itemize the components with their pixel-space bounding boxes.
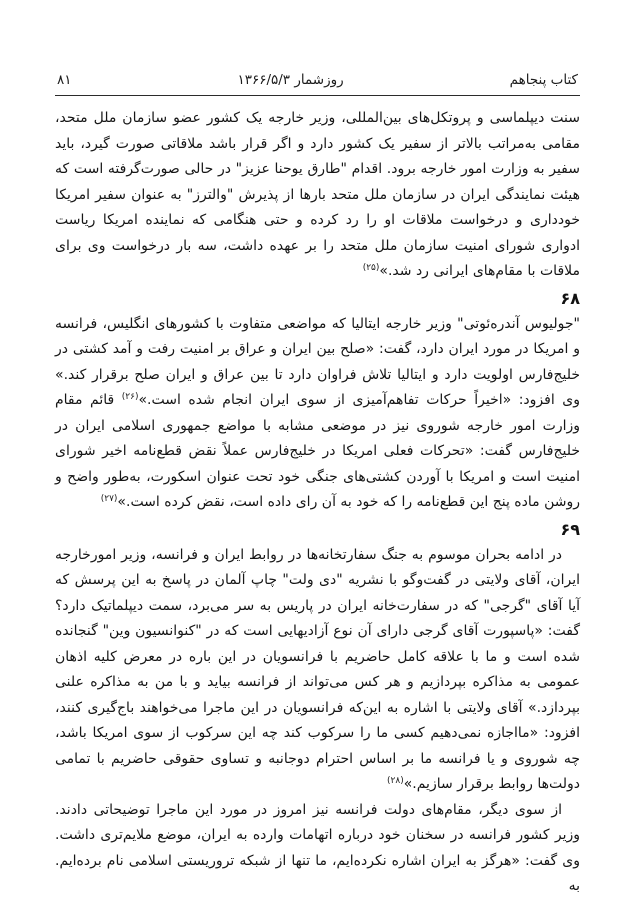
chronicle-date: روزشمار ۱۳۶۶/۵/۳ (237, 72, 344, 88)
footnote-ref-27: (۲۷) (100, 494, 118, 504)
footnote-ref-25: (۲۵) (362, 263, 380, 273)
page-body (55, 106, 580, 900)
section-69-paragraph-2 (55, 798, 580, 900)
page-header (55, 70, 580, 95)
footnote-ref-26: (۲۶) (121, 392, 139, 402)
section-68-text-1: "جولیوس آندره‌ئوتی" وزیر خارجه ایتالیا که مواضعی متفاوت با کشورهای انگلیس، فرانسه و امریکا در مورد ایران دارد، گفت: «صلح بین ایران و عراق بر امنیت رفت و آمد کشتی در خلیج‌فارس اولویت دارد و ایتالیا تلاش فراوان دارد تا بین عراق و ایران صلح برقرار کند.» وی افزود: «اخیراً حرکات تفاهم‌آمیزی از سوی ایران انجام شده است.» (55, 315, 580, 408)
header-rule (55, 95, 580, 96)
paragraph-continuation (55, 106, 580, 285)
section-68-number: ۶۸ (560, 288, 580, 308)
section-69-text-1: در ادامه بحران موسوم به جنگ سفارتخانه‌ها در روابط ایران و فرانسه، وزیر امورخارجه ایران، آقای ولایتی در گفت‌وگو با نشریه "دی ولت" چاپ آلمان در پاسخ به این پرسش که آیا آقای "گرجی" که در سفارت‌خانه ایران در پاریس به سر می‌برد، سمت دیپلماتیک دارد؟ گفت: «پاسپورت آقای گرجی دارای آن نوع آزادیهایی است که در "کنوانسیون وین" گنجانده شده است و ما با علاقه کامل حاضریم با فرانسویان در این باره در معرض کلیه اذهان عمومی به مذاکره بپردازیم و هر کس می‌تواند از فرانسه بیاید و با من به مذاکره علنی بپردازد.» آقای ولایتی با اشاره به این‌که فرانسویان در این ماجرا می‌خواهند باج‌گیری کنند، افزود: «مااجازه نمی‌دهیم کسی ما را سرکوب کند چه این سرکوب از سوی امریکا باشد، چه شوروی و یا فرانسه ما بر اساس احترام دوجانبه و تساوی حقوقی حاضریم با تمامی دولت‌ها روابط برقرار سازیم.» (55, 546, 580, 792)
paragraph-continuation-text: سنت دیپلماسی و پروتکل‌های بین‌المللی، وزیر خارجه یک کشور عضو سازمان ملل متحد، مقامی به‌مراتب بالاتر از سفیر یک کشور دارد و اگر قرار باشد ملاقاتی صورت گیرد، باید سفیر به وزارت امور خارجه برود. اقدام "طارق یوحنا عزیز" در حالی صورت‌گرفته است که هیئت نمایندگی ایران در سازمان ملل متحد بارها از پذیرش "والترز" به عنوان سفیر امریکا خودداری و درخواست ملاقات او را رد کرده و حتی هنگامی که نماینده امریکا ریاست ادواری شورای امنیت سازمان ملل متحد را بر عهده داشت، سه بار درخواست وی برای ملاقات با مقام‌های ایرانی رد شد.» (55, 110, 580, 279)
section-69-number: ۶۹ (560, 519, 580, 539)
book-title: کتاب پنجاهم (509, 72, 578, 88)
section-69-paragraph-1 (55, 543, 580, 798)
section-68-text-2: قائم مقام وزارت امور خارجه شوروی نیز در موضعی مشابه با مواضع جمهوری اسلامی ایران در خلیج‌فارس گفت: «تحرکات فعلی امریکا در خلیج‌فارس عملاً نقض قطع‌نامه اخیر شورای امنیت است و امریکا با آوردن کشتی‌های جنگی خود تحت عنوان اسکورت، به‌طور واضح و روشن ماده پنج این قطع‌نامه را که خود به آن رای داده است، نقض کرده است.» (55, 392, 580, 510)
section-68-paragraph (55, 312, 580, 516)
footnote-ref-28: (۲۸) (387, 776, 404, 786)
section-69-text-2: از سوی دیگر، مقام‌های دولت فرانسه نیز امروز در مورد این ماجرا توضیحاتی دادند. وزیر کشور فرانسه در سخنان خود درباره اتهامات وارده به ایران، موضع ملایم‌تری داشت. وی گفت: «هرگز به ایران اشاره نکرده‌ایم، ما تنها از شبکه تروریستی اسلامی نام برده‌ایم. به (55, 801, 580, 894)
page-number: ۸۱ (57, 72, 72, 88)
